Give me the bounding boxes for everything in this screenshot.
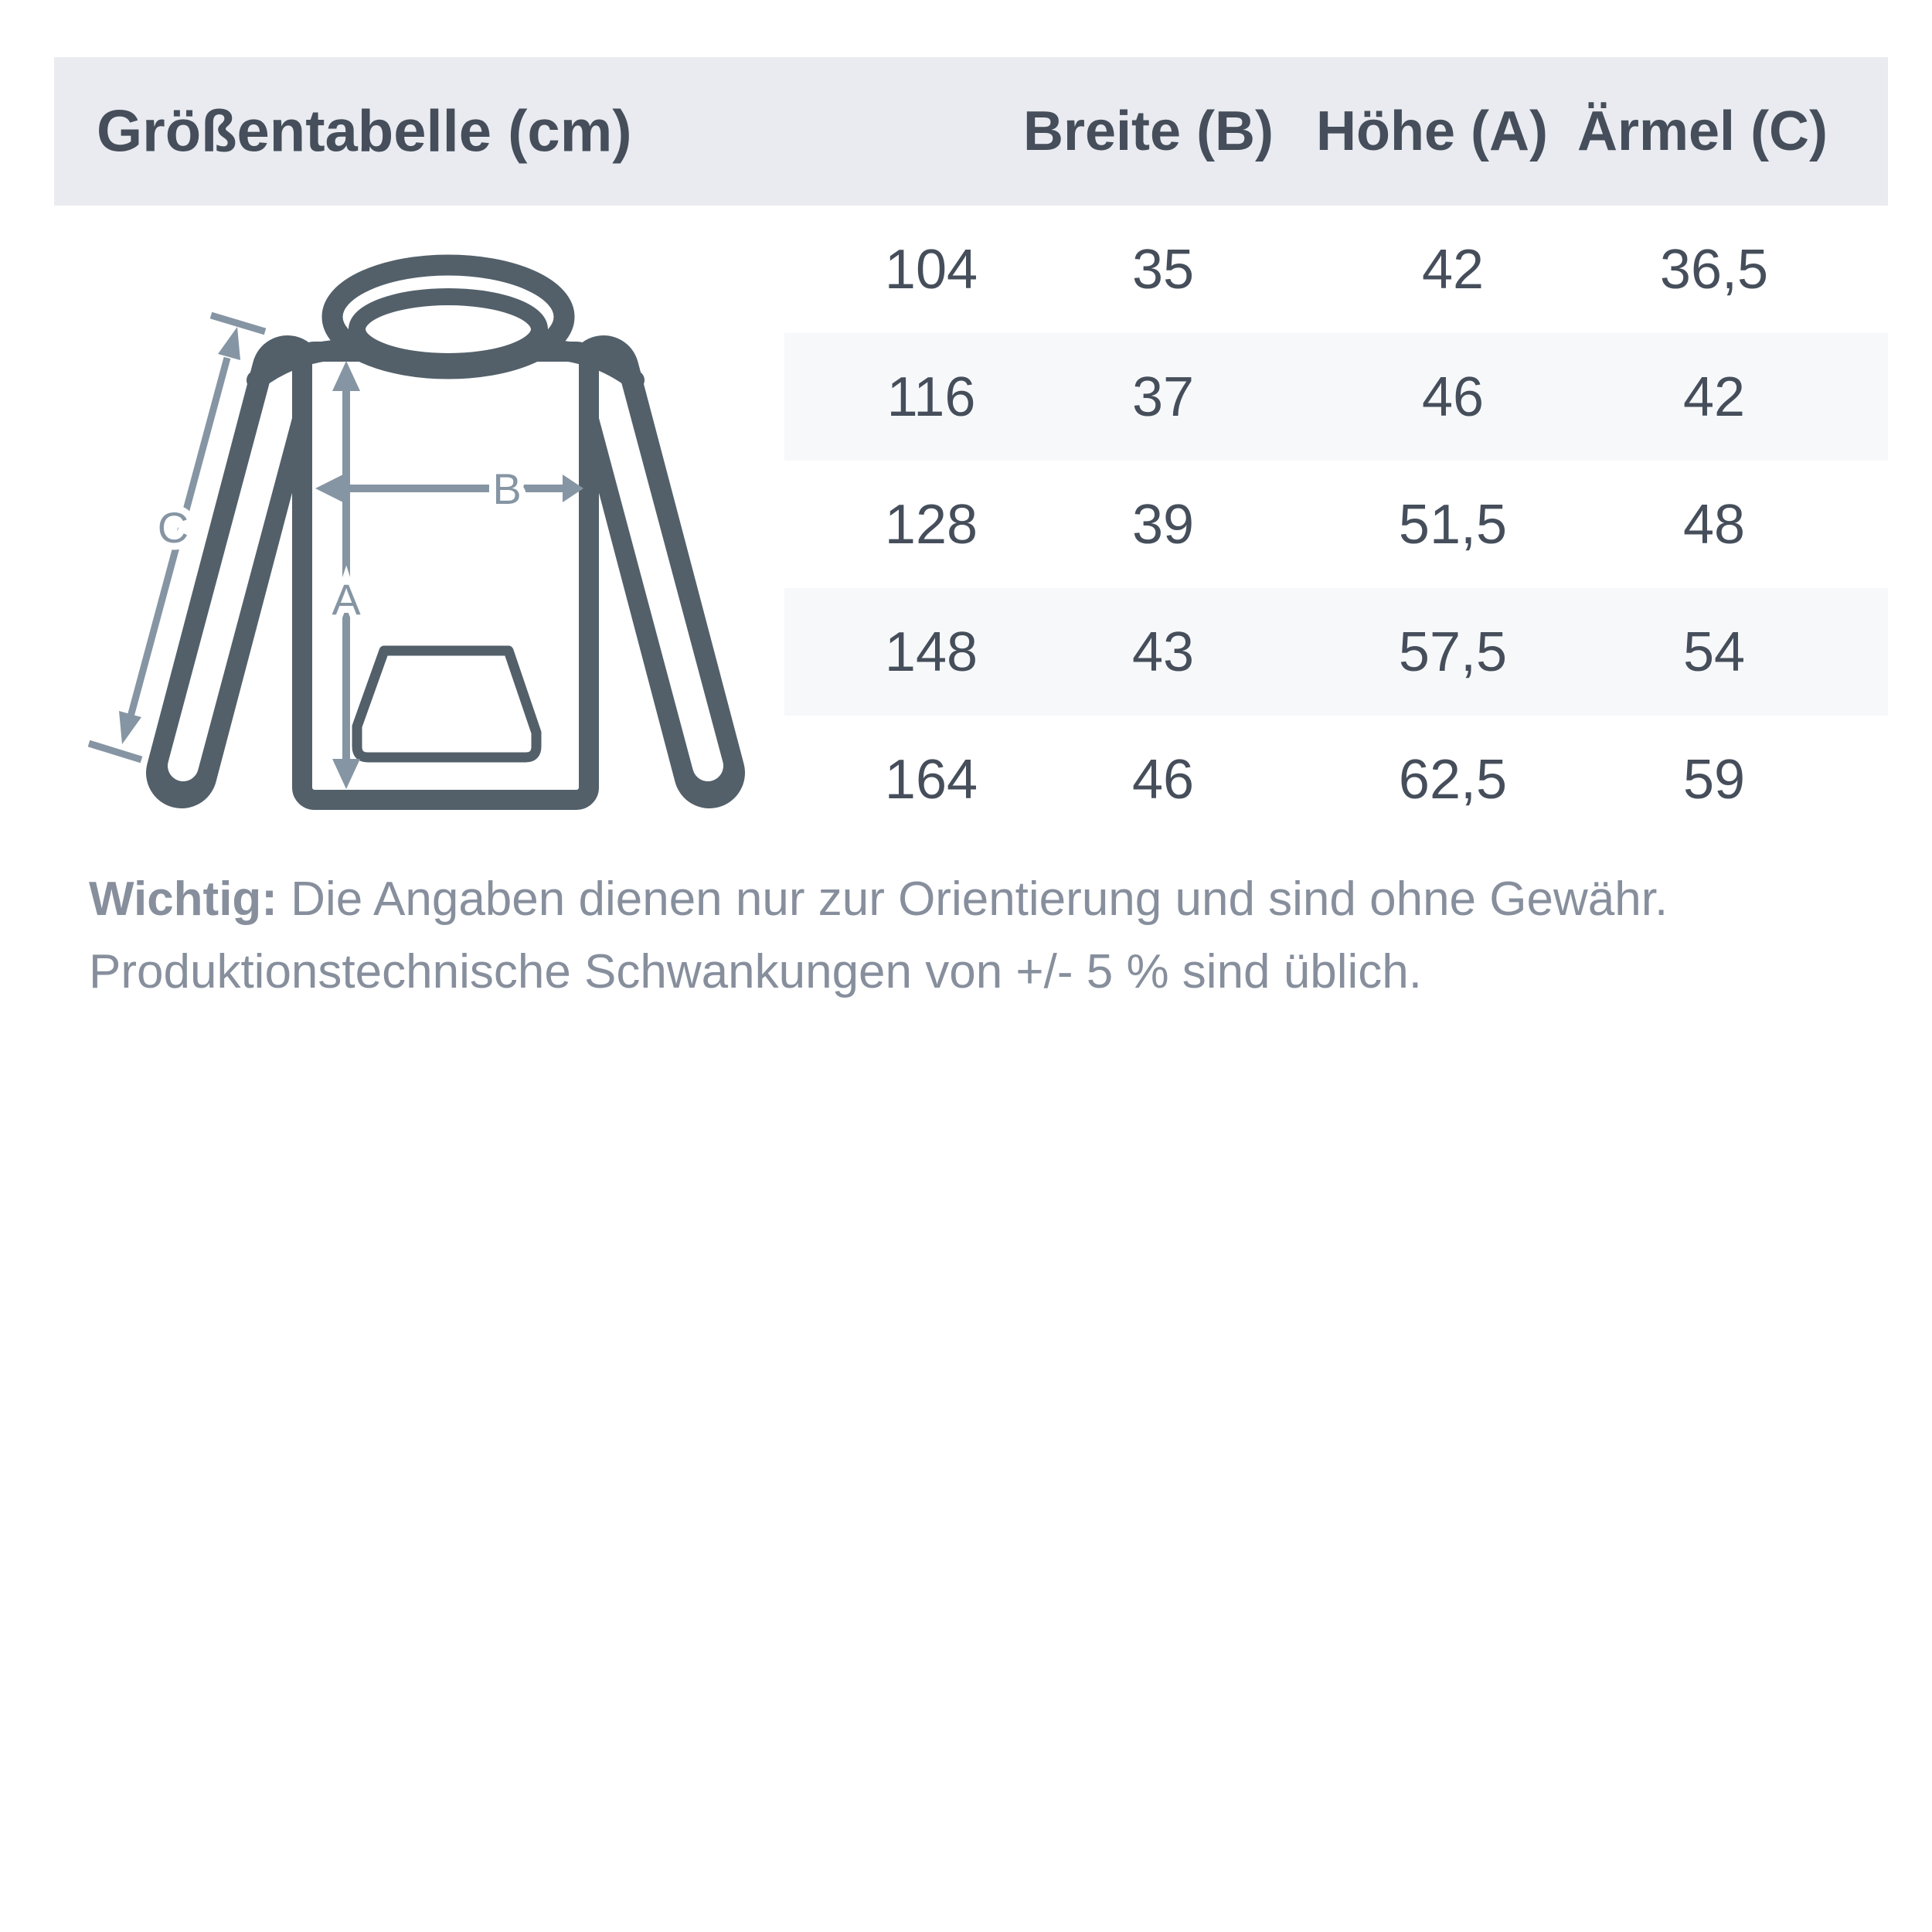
- table-cell-aermel: 36,5: [1659, 239, 1769, 301]
- table-cell-size: 148: [884, 621, 978, 683]
- footer-line-2: Produktionstechnische Schwankungen von +/- 5 % sind üblich.: [89, 945, 1422, 998]
- table-cell-breite: 35: [1131, 239, 1195, 301]
- table-cell-aermel: 48: [1682, 494, 1746, 556]
- table-cell-breite: 46: [1131, 749, 1195, 811]
- label-a: A: [332, 575, 361, 624]
- column-header-hoehe: Höhe (A): [1316, 100, 1548, 162]
- table-cell-size: 128: [884, 494, 978, 556]
- label-c: C: [157, 503, 189, 552]
- table-cell-hoehe: 51,5: [1398, 494, 1508, 556]
- footer-line-1: [89, 863, 1897, 936]
- page-title: Größentabelle (cm): [97, 98, 632, 165]
- table-cell-breite: 39: [1131, 494, 1195, 556]
- footer-important-label: Wichtig:: [89, 872, 277, 926]
- table-cell-aermel: 59: [1682, 749, 1746, 811]
- table-cell-hoehe: 57,5: [1398, 621, 1508, 683]
- footer-note: [89, 863, 1897, 1009]
- table-cell-breite: 37: [1131, 366, 1195, 428]
- column-header-aermel: Ärmel (C): [1577, 100, 1828, 162]
- table-cell-aermel: 54: [1682, 621, 1746, 683]
- table-cell-size: 116: [886, 366, 976, 428]
- table-cell-hoehe: 62,5: [1398, 749, 1508, 811]
- table-cell-hoehe: 42: [1421, 239, 1485, 301]
- table-cell-size: 164: [884, 749, 978, 811]
- hoodie-pocket: [357, 651, 536, 757]
- hoodie-hood: [332, 265, 564, 369]
- table-cell-aermel: 42: [1682, 366, 1746, 428]
- table-cell-breite: 43: [1131, 621, 1195, 683]
- column-header-breite: Breite (B): [1022, 100, 1274, 162]
- footer-line-1-text: Die Angaben dienen nur zur Orientierung und sind ohne Gewähr.: [277, 872, 1668, 926]
- table-cell-hoehe: 46: [1421, 366, 1485, 428]
- label-b: B: [492, 464, 522, 513]
- table-cell-size: 104: [884, 239, 978, 301]
